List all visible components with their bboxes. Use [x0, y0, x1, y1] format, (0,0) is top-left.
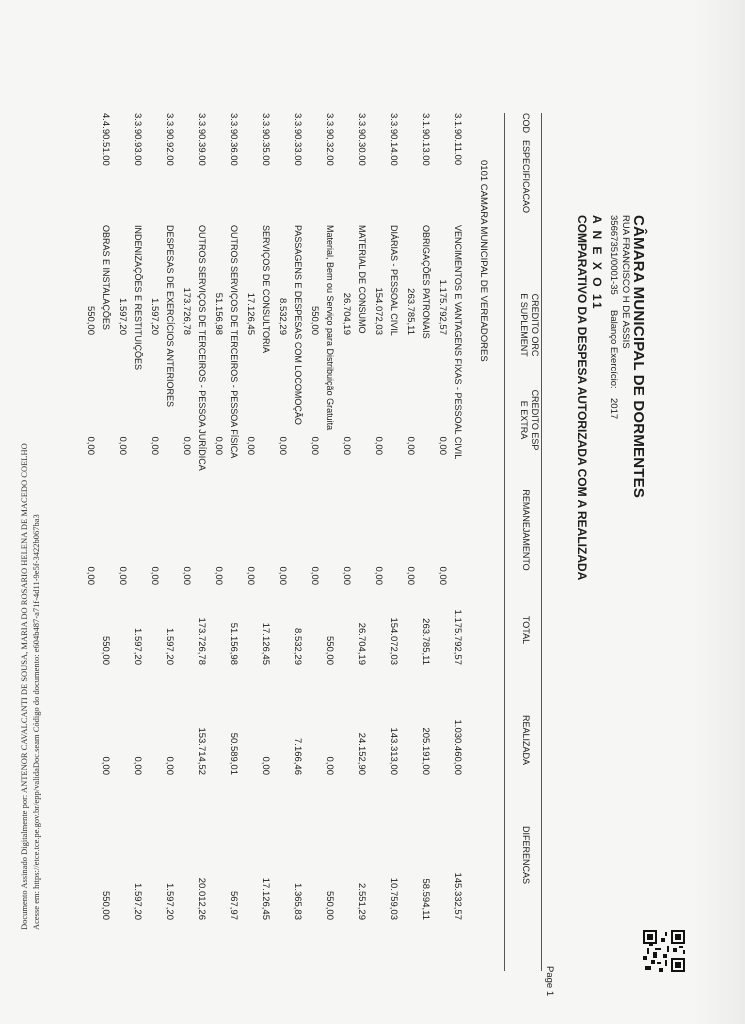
row-diferencas: 20.012,26 — [196, 877, 207, 920]
row-code: 3.3.90.93.00 — [132, 113, 143, 166]
row-description: PASSAGENS E DESPESAS COM LOCOMOÇÃO — [293, 225, 303, 425]
row-credito-orc: 173.726,78 — [181, 287, 192, 335]
row-diferencas: 10.759,03 — [388, 877, 399, 920]
anexo-label: A N E X O 11 — [590, 215, 604, 311]
row-total: 550,00 — [100, 635, 111, 665]
row-credito-esp: 0,00 — [405, 436, 416, 455]
row-credito-orc: 550,00 — [309, 305, 320, 335]
col-realizada: REALIZADA — [521, 714, 531, 765]
row-credito-esp: 0,00 — [309, 436, 320, 455]
row-code: 3.3.90.33.00 — [292, 113, 303, 166]
row-diferencas: 1.365,83 — [292, 883, 303, 920]
row-description: OUTROS SERVIÇOS DE TERCEIROS - PESSOA JURÍDICA — [197, 225, 207, 471]
row-credito-esp: 0,00 — [277, 436, 288, 455]
row-credito-orc: 1.597,20 — [117, 298, 128, 335]
row-credito-orc: 550,00 — [85, 305, 96, 335]
row-realizada: 0,00 — [260, 756, 271, 775]
row-remanejamento: 0,00 — [181, 566, 192, 585]
row-remanejamento: 0,00 — [149, 566, 160, 585]
col-credito-orc-line1: CREDITO ORC — [530, 293, 540, 357]
row-diferencas: 550,00 — [100, 890, 111, 920]
row-realizada: 0,00 — [164, 756, 175, 775]
row-realizada: 24.152,90 — [356, 732, 367, 775]
row-credito-esp: 0,00 — [341, 436, 352, 455]
row-realizada: 1.030.460,00 — [452, 719, 463, 775]
row-credito-esp: 0,00 — [213, 436, 224, 455]
row-diferencas: 550,00 — [324, 890, 335, 920]
row-code: 3.3.90.36.00 — [228, 113, 239, 166]
row-credito-orc: 263.785,11 — [405, 288, 416, 335]
row-code: 3.3.90.35.00 — [260, 113, 271, 166]
unit-heading: 0101 CAMARA MUNICIPAL DE VEREADORES — [478, 160, 489, 362]
row-credito-esp: 0,00 — [245, 436, 256, 455]
row-remanejamento: 0,00 — [309, 566, 320, 585]
row-realizada: 153.714,52 — [196, 727, 207, 775]
row-code: 3.3.90.32.00 — [324, 113, 335, 166]
row-diferencas: 567,97 — [228, 890, 239, 920]
row-description: Material, Bem ou Serviço para Distribuição Gratuita — [325, 225, 335, 431]
row-description: SERVIÇOS DE CONSULTORIA — [261, 225, 271, 354]
row-total: 26.704,19 — [356, 622, 367, 665]
row-diferencas: 1.597,20 — [164, 883, 175, 920]
row-credito-orc: 154.072,03 — [373, 287, 384, 335]
header-rule-top — [541, 113, 542, 971]
row-code: 3.1.90.13.00 — [420, 113, 431, 166]
row-total: 154.072,03 — [388, 617, 399, 665]
row-credito-orc: 1.175.792,57 — [437, 279, 448, 335]
row-remanejamento: 0,00 — [213, 566, 224, 585]
qr-code-icon — [643, 930, 685, 972]
row-description: MATERIAL DE CONSUMO — [357, 225, 367, 334]
row-remanejamento: 0,00 — [245, 566, 256, 585]
row-remanejamento: 0,00 — [373, 566, 384, 585]
row-code: 3.1.90.11.00 — [452, 113, 463, 166]
report-subtitle: COMPARATIVO DA DESPESA AUTORIZADA COM A REALIZADA — [575, 215, 589, 581]
row-credito-esp: 0,00 — [117, 436, 128, 455]
row-remanejamento: 0,00 — [437, 566, 448, 585]
row-diferencas: 1.597,20 — [132, 883, 143, 920]
col-credito-esp-line2: E EXTRA — [519, 400, 529, 440]
col-diferencas: DIFERENCAS — [521, 825, 531, 884]
row-total: 17.126,45 — [260, 622, 271, 665]
row-remanejamento: 0,00 — [405, 566, 416, 585]
row-code: 3.3.90.92.00 — [164, 113, 175, 166]
row-realizada: 0,00 — [132, 756, 143, 775]
row-total: 173.726,78 — [196, 617, 207, 665]
header-rule-bottom — [504, 113, 505, 971]
balanco-label: Balanço Exercício: — [608, 310, 619, 389]
row-diferencas: 2.551,29 — [356, 883, 367, 920]
cnpj: 35667351/0001-35 — [608, 215, 619, 295]
row-credito-orc: 51.156,98 — [213, 292, 224, 335]
row-remanejamento: 0,00 — [277, 566, 288, 585]
col-credito-orc-line2: E SUPLEMENT — [519, 293, 529, 357]
row-description: OBRAS E INSTALAÇÕES — [101, 225, 111, 330]
row-diferencas: 58.594,11 — [420, 878, 431, 920]
row-code: 3.3.90.39.00 — [196, 113, 207, 166]
row-credito-esp: 0,00 — [181, 436, 192, 455]
row-credito-orc: 17.126,45 — [245, 292, 256, 335]
row-remanejamento: 0,00 — [85, 566, 96, 585]
row-code: 4.4.90.51.00 — [100, 113, 111, 166]
signature-line-1: Documento Assinado Digitalmente por: ANTENOR CAVALCANTI DE SOUSA, MARIA DO ROSARIO HELENA DE MACEDO COELHO — [19, 443, 29, 930]
row-credito-esp: 0,00 — [85, 436, 96, 455]
col-remanejamento: REMANEJAMENTO — [521, 489, 531, 571]
row-realizada: 0,00 — [324, 756, 335, 775]
row-description: OUTROS SERVIÇOS DE TERCEIROS - PESSOA FÍSICA — [229, 225, 239, 459]
row-code: 3.3.90.14.00 — [388, 113, 399, 166]
row-description: DESPESAS DE EXERCÍCIOS ANTERIORES — [165, 225, 175, 408]
row-credito-orc: 8.532,29 — [277, 298, 288, 335]
page-number: Page 1 — [544, 966, 555, 997]
row-total: 8.532,29 — [292, 628, 303, 665]
row-description: OBRIGAÇÕES PATRONAIS — [421, 225, 431, 339]
page-title: CÂMARA MUNICIPAL DE DORMENTES — [630, 215, 647, 499]
col-total: TOTAL — [521, 615, 531, 645]
row-credito-orc: 1.597,20 — [149, 298, 160, 335]
row-realizada: 7.166,46 — [292, 738, 303, 775]
row-description: INDENIZAÇÕES E RESTITUIÇÕES — [133, 225, 143, 371]
row-credito-esp: 0,00 — [149, 436, 160, 455]
address: RUA FRANCISCO H DE ASSIS — [620, 215, 631, 349]
row-total: 263.785,11 — [420, 618, 431, 665]
row-realizada: 50.589,01 — [228, 732, 239, 775]
row-total: 1.175.792,57 — [452, 609, 463, 665]
row-total: 51.156,98 — [228, 622, 239, 665]
row-remanejamento: 0,00 — [117, 566, 128, 585]
row-realizada: 0,00 — [100, 756, 111, 775]
row-credito-esp: 0,00 — [373, 436, 384, 455]
row-remanejamento: 0,00 — [341, 566, 352, 585]
row-description: VENCIMENTOS E VANTAGENS FIXAS - PESSOAL CIVIL — [453, 225, 463, 460]
row-total: 550,00 — [324, 635, 335, 665]
row-realizada: 143.313,00 — [388, 727, 399, 775]
exercicio-year: 2017 — [608, 398, 619, 420]
row-code: 3.3.90.30.00 — [356, 113, 367, 166]
signature-line-2: Acesse em: https://etce.tce.pe.gov.br/epp/validaDoc.seam Código do documento: e604b487-a71f-4d11-9e5f-3422b067ba3 — [31, 514, 41, 930]
col-cod: COD — [521, 113, 531, 133]
row-diferencas: 17.126,45 — [260, 877, 271, 920]
row-total: 1.597,20 — [164, 628, 175, 665]
row-description: DIÁRIAS - PESSOAL CIVIL — [389, 225, 399, 336]
col-credito-orc — [518, 270, 540, 380]
row-diferencas: 145.332,57 — [452, 872, 463, 920]
row-total: 1.597,20 — [132, 628, 143, 665]
row-credito-esp: 0,00 — [437, 436, 448, 455]
col-credito-esp — [518, 365, 540, 475]
col-especificacao: ESPECIFICACAO — [521, 140, 531, 214]
col-credito-esp-line1: CREDITO ESP — [530, 389, 540, 451]
row-realizada: 205.191,00 — [420, 727, 431, 775]
row-credito-orc: 26.704,19 — [341, 292, 352, 335]
